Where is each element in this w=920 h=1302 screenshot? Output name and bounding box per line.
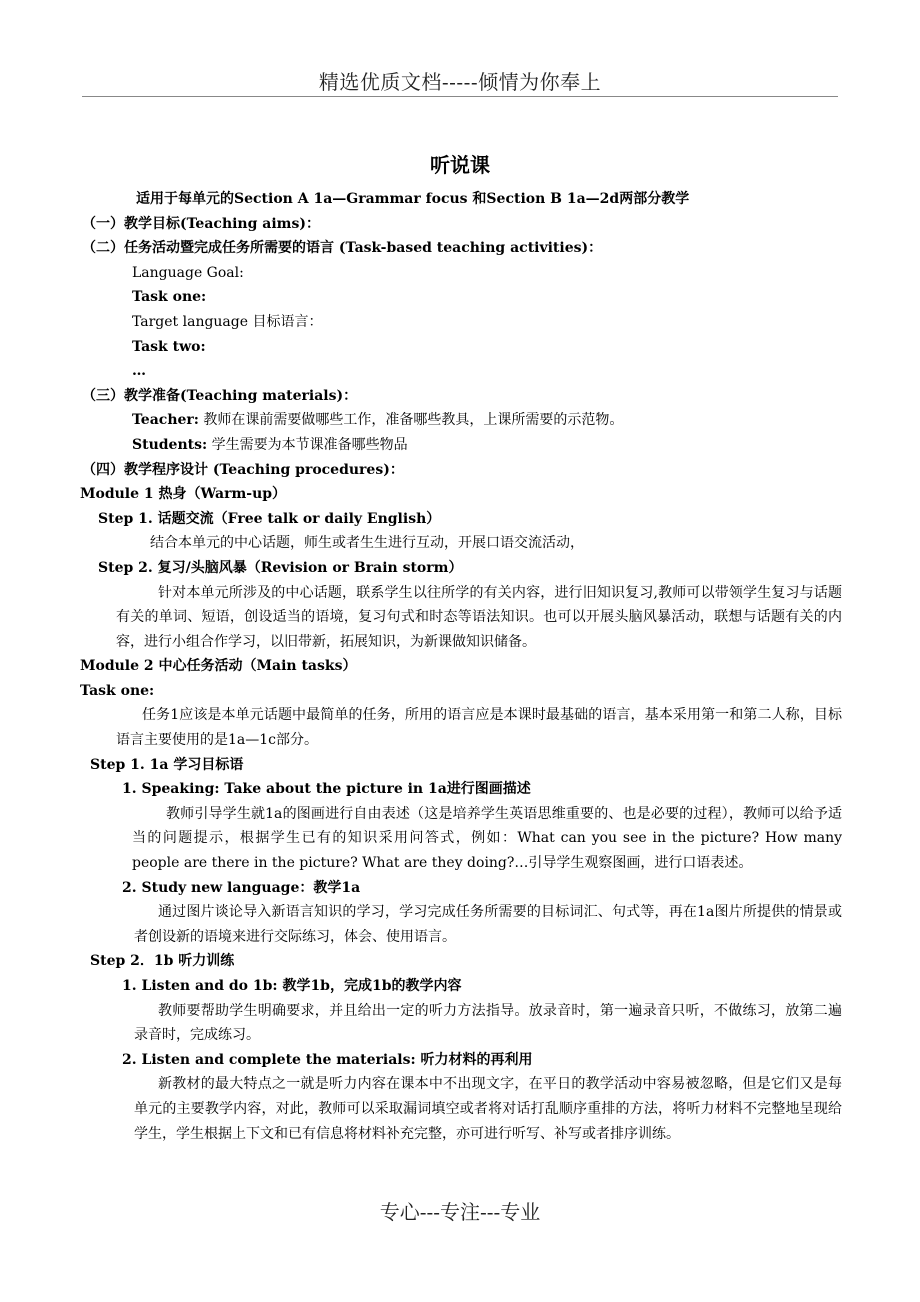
module-2-heading: Module 2 中心任务活动（Main tasks） [80,658,357,675]
section-procedures: （四）教学程序设计 (Teaching procedures)： [82,461,404,478]
m1-step-2: Step 2. 复习/头脑风暴（Revision or Brain storm） [98,559,463,576]
header-divider [82,96,838,97]
m2-step-1-item-1: 1. Speaking: Take about the picture in 1a进行图画描述 [122,781,531,798]
m2-step-2-item-2: 2. Listen and complete the materials: 听力材料的再利用 [122,1051,533,1068]
m2-step-1-item-2: 2. Study new language：教学1a [122,879,361,896]
m2-task-one-text: 任务1应该是本单元话题中最简单的任务，所用的语言应是本课时最基础的语言，基本采用第一和第二人称，目标语言主要使用的是1a—1c部分。 [116,707,842,749]
document-body [82,187,842,1146]
subtitle: 适用于每单元的Section A 1a—Grammar focus 和Section B 1a—2d两部分教学 [136,191,690,207]
task-two-label: Task two: [132,338,206,355]
teacher-text: 教师在课前需要做哪些工作，准备哪些教具，上课所需要的示范物。 [198,412,624,429]
m2-step-2: Step 2．1b 听力训练 [90,953,235,970]
m1-step-1-text: 结合本单元的中心话题，师生或者生生进行互动，开展口语交流活动， [150,535,584,552]
m2-step-1-item-2-text: 通过图片谈论导入新语言知识的学习，学习完成任务所需要的目标词汇、句式等，再在1a图片所提供的情景或者创设新的语境来进行交际练习，体会、使用语言。 [134,904,842,945]
m2-task-one-label: Task one: [80,682,155,699]
m1-step-2-text: 针对本单元所涉及的中心话题，联系学生以往所学的有关内容，进行旧知识复习,教师可以带领学生复习与话题有关的单词、短语，创设适当的语境，复习句式和时态等语法知识。也可以开展头脑风暴活动，联想与话题有关的内容，进行小组合作学习，以旧带新，拓展知识，为新课做知识储备。 [116,584,842,650]
document-title: 听说课 [430,153,490,177]
teacher-line [82,408,842,433]
m2-step-2-item-2-text: 新教材的最大特点之一就是听力内容在课本中不出现文字，在平日的教学活动中容易被忽略，但是它们又是每单元的主要教学内容，对此，教师可以采取漏词填空或者将对话打乱顺序重排的方法，将听力材料不完整地呈现给学生，学生根据上下文和已有信息将材料补充完整，亦可进行听写、补写或者排序训练。 [134,1076,842,1142]
teacher-label: Teacher: [132,412,199,429]
m2-step-2-item-1-text: 教师要帮助学生明确要求，并且给出一定的听力方法指导。放录音时，第一遍录音只听，不做练习，放第二遍录音时，完成练习。 [134,1002,842,1044]
m1-step-1: Step 1. 话题交流（Free talk or daily English） [98,510,441,527]
section-task-activities: （二）任务活动暨完成任务所需要的语言 (Task-based teaching activities)： [82,240,603,257]
students-text: 学生需要为本节课准备哪些物品 [207,436,408,453]
module-1-heading: Module 1 热身（Warm-up） [80,486,287,503]
students-line [82,433,842,458]
ellipsis: … [132,363,146,380]
section-teaching-aims: （一）教学目标(Teaching aims)： [82,215,320,232]
language-goal: Language Goal: [132,264,244,281]
students-label: Students: [132,436,208,453]
page-header: 精选优质文档-----倾情为你奉上 [318,70,602,94]
m2-step-2-item-1: 1. Listen and do 1b: 教学1b，完成1b的教学内容 [122,978,462,994]
m2-step-1-item-1-text: 教师引导学生就1a的图画进行自由表述（这是培养学生英语思维重要的、也是必要的过程），教师可以给予适当的问题提示，根据学生已有的知识采用问答式，例如：What can you see in the picture? How many people are there in the picture? What are they doing?…引导学生观察图画，进行口语表述。 [132,805,842,872]
task-one-label: Task one: [132,289,207,306]
page-footer: 专心---专注---专业 [379,1200,541,1224]
section-teaching-materials: （三）教学准备(Teaching materials)： [82,387,358,404]
target-language: Target language 目标语言： [132,313,323,330]
m2-step-1: Step 1. 1a 学习目标语 [90,756,244,773]
